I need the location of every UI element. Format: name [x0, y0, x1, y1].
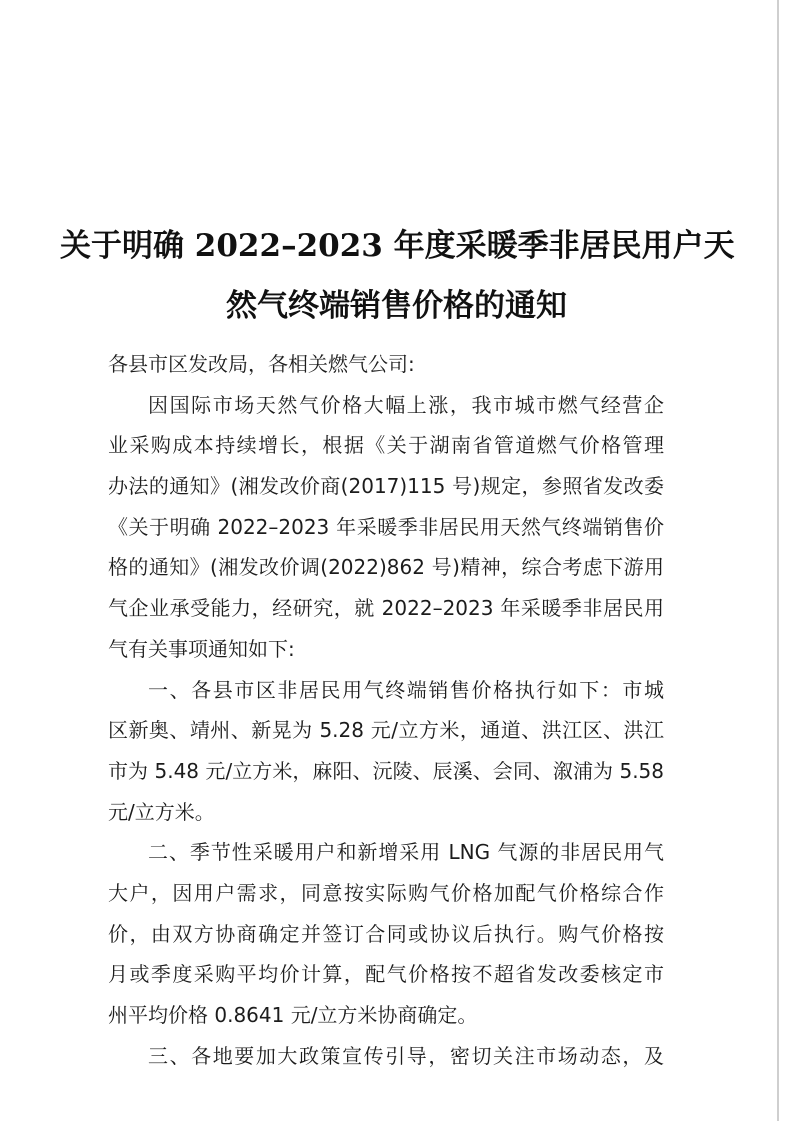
body-text-line: 元/立方米。: [108, 799, 215, 824]
body-text-line: 市为 5.48 元/立方米，麻阳、沅陵、辰溪、会同、溆浦为 5.58: [108, 758, 664, 783]
document-title-line-2: 然气终端销售价格的通知: [226, 288, 567, 324]
body-text-line: 三、各地要加大政策宣传引导，密切关注市场动态，及: [148, 1043, 664, 1068]
body-text-line: 因国际市场天然气价格大幅上涨，我市城市燃气经营企: [148, 392, 664, 417]
body-text-line: 格的通知》(湘发改价调(2022)862 号)精神，综合考虑下游用: [108, 555, 664, 580]
body-text-line: 业采购成本持续增长，根据《关于湖南省管道燃气价格管理: [108, 433, 664, 458]
body-text-line: 气有关事项通知如下:: [108, 636, 295, 661]
body-text-line: 《关于明确 2022–2023 年采暖季非居民用天然气终端销售价: [108, 514, 664, 539]
body-text-line: 气企业承受能力，经研究，就 2022–2023 年采暖季非居民用: [108, 596, 664, 621]
document-title-line-1: 关于明确 2022–2023 年度采暖季非居民用户天: [60, 228, 735, 264]
body-text-line: 各县市区发改局，各相关燃气公司:: [108, 352, 415, 376]
body-text-line: 区新奥、靖州、新晃为 5.28 元/立方米，通道、洪江区、洪江: [108, 718, 664, 743]
document-body: [108, 344, 664, 1076]
body-text-line: 州平均价格 0.8641 元/立方米协商确定。: [108, 1003, 478, 1027]
body-text-line: 大户，因用户需求，同意按实际购气价格加配气价格综合作: [108, 880, 664, 905]
body-text-line: 一、各县市区非居民用气终端销售价格执行如下：市城: [148, 677, 664, 702]
body-text-line: 办法的通知》(湘发改价商(2017)115 号)规定，参照省发改委: [108, 474, 664, 499]
scan-edge-line: [777, 0, 779, 1121]
body-text-line: 价，由双方协商确定并签订合同或协议后执行。购气价格按: [108, 921, 664, 946]
body-text-line: 二、季节性采暖用户和新增采用 LNG 气源的非居民用气: [148, 840, 664, 865]
body-text-line: 月或季度采购平均价计算，配气价格按不超省发改委核定市: [108, 962, 664, 987]
